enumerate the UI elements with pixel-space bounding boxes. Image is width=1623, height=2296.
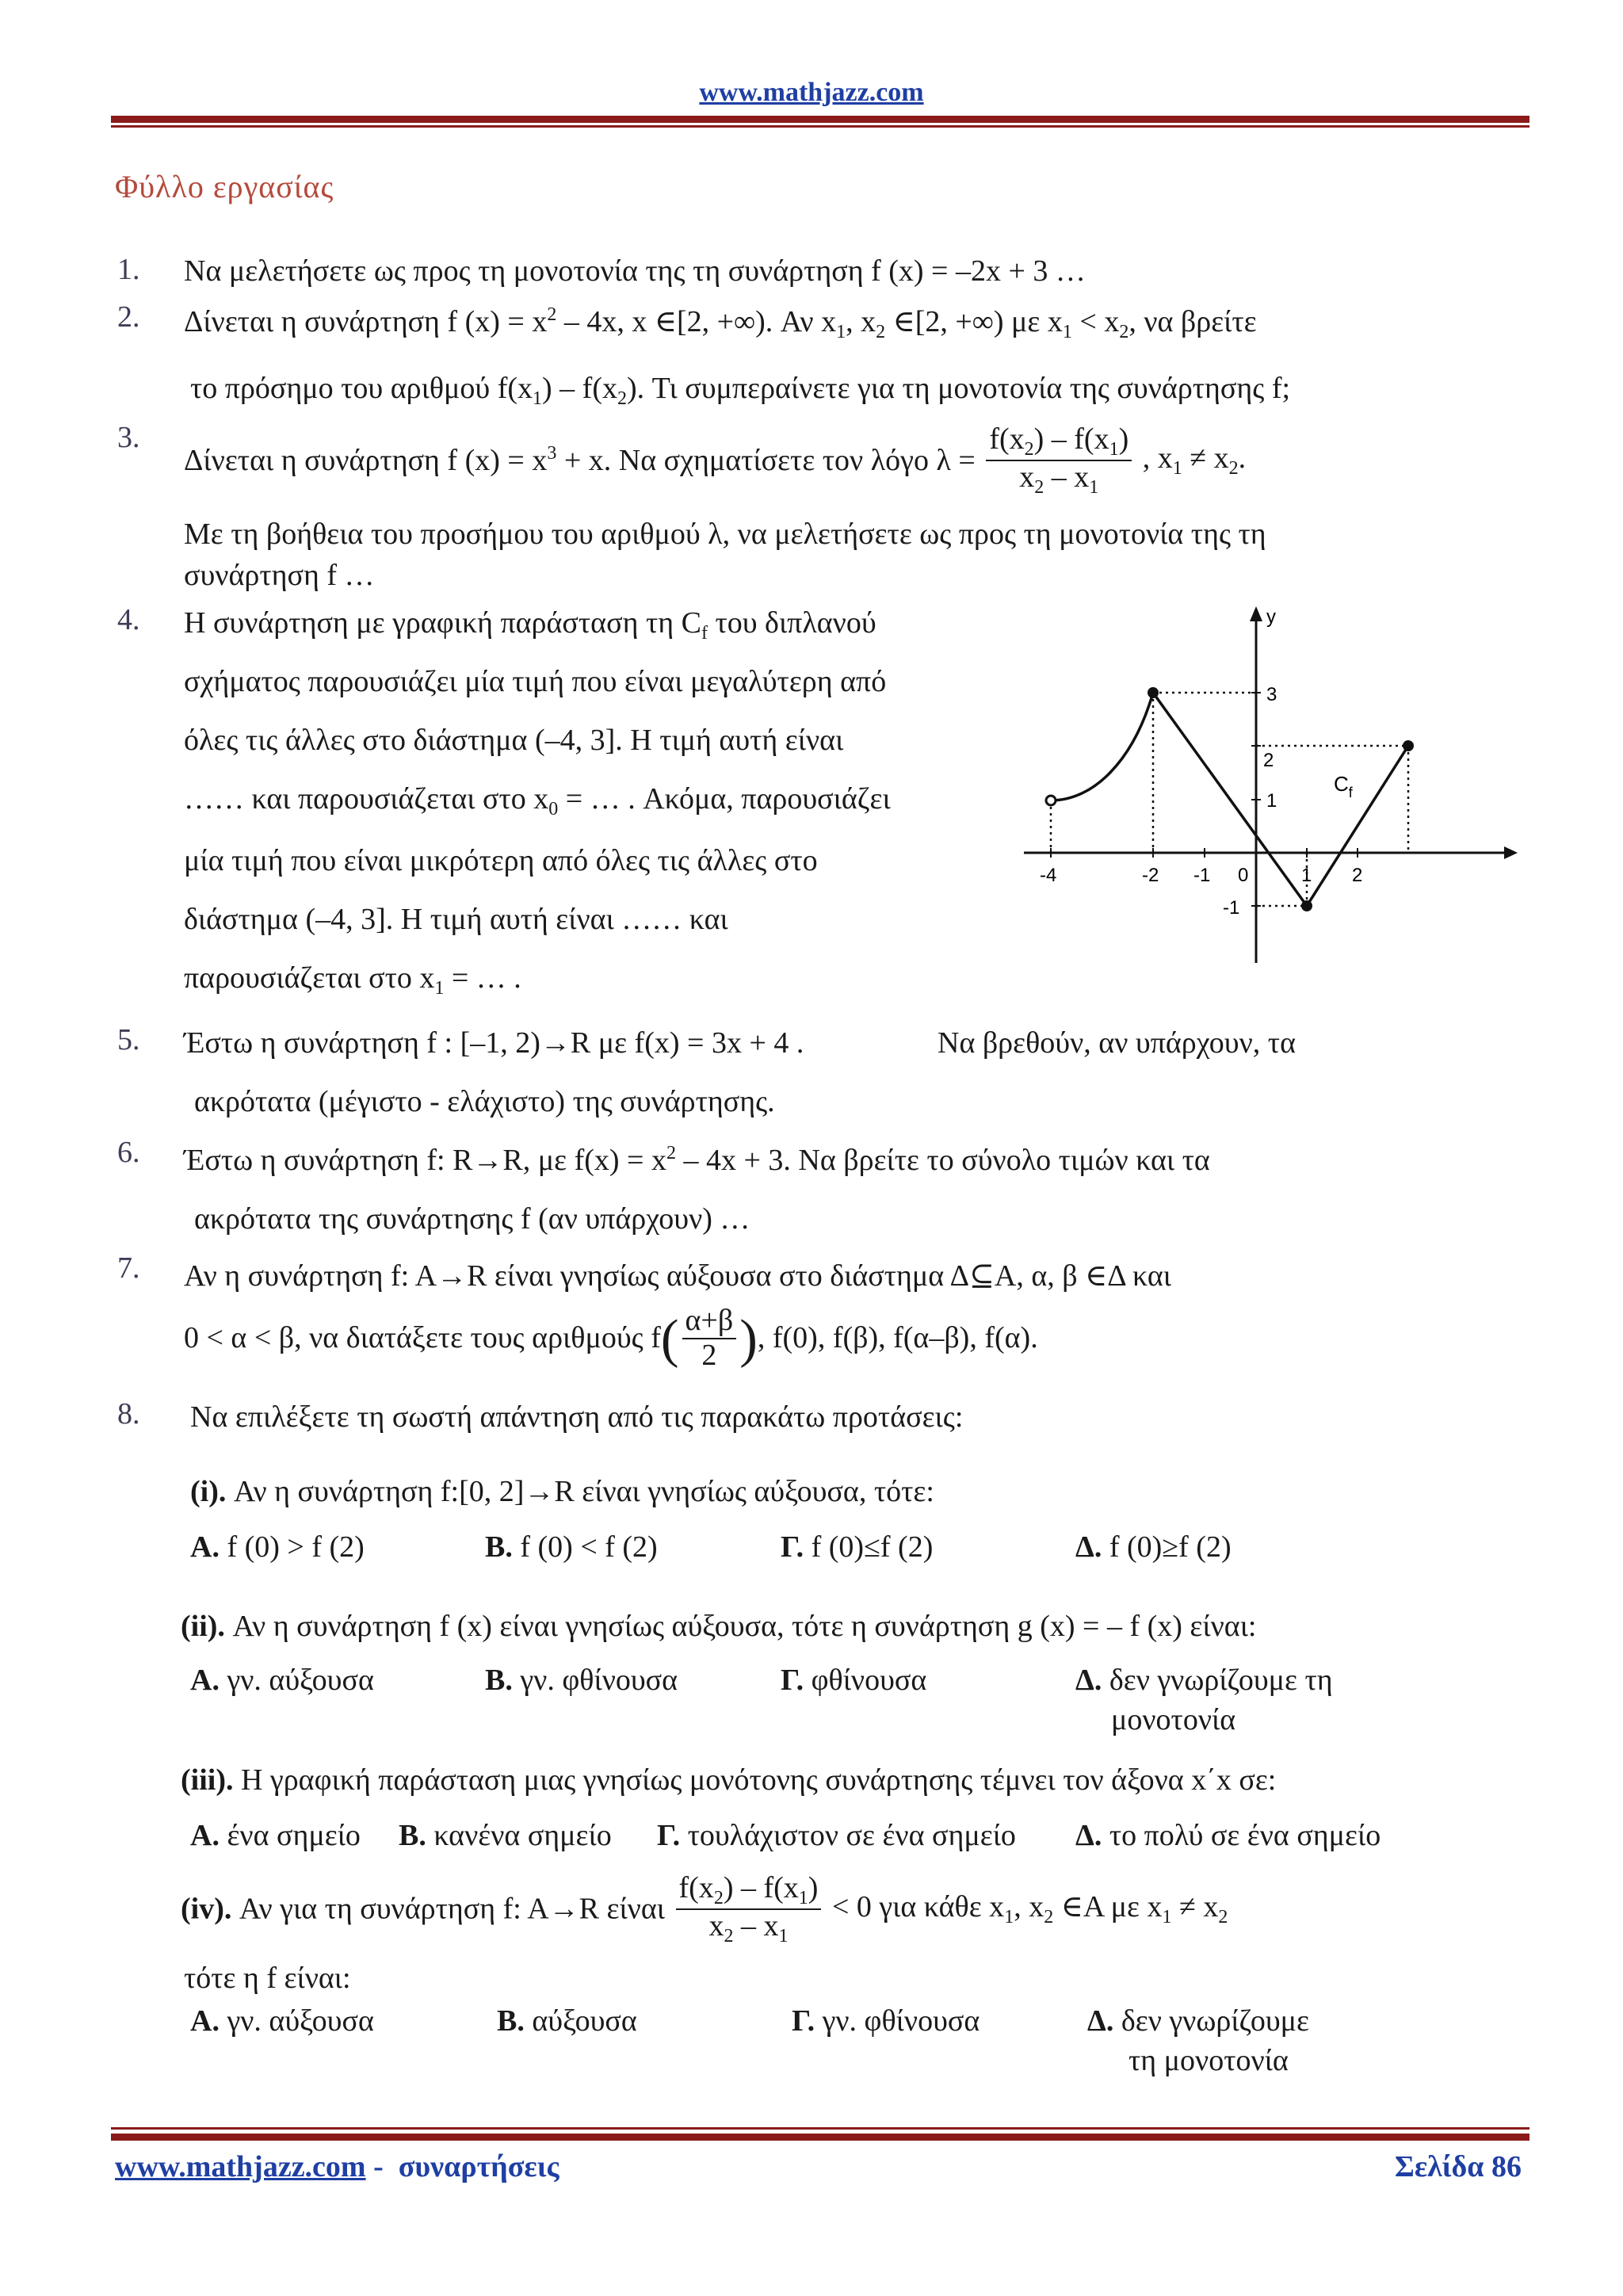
question-iii: (iii). Η γραφική παράσταση μιας γνησίως μονότονης συνάρτησης τέμνει τον άξονα x΄x σε: [181,1763,1277,1797]
page-number: Σελίδα 86 [1395,2150,1522,2183]
x-tick-label: -1 [1193,865,1211,886]
question-iii-option-b[interactable]: Β. κανένα σημείο [399,1819,612,1852]
x-tick-label: 2 [1352,865,1363,886]
x-tick-label: -2 [1142,865,1159,886]
exercise-5-number: 5. [117,1023,140,1056]
min-point [1301,900,1312,911]
y-axis-arrow-icon [1250,606,1262,621]
x-axis-arrow-icon [1504,846,1518,859]
exercise-8-intro: Να επιλέξετε τη σωστή απάντηση από τις παρακάτω προτάσεις: [190,1400,964,1434]
exercise-2-line-1: Δίνεται η συνάρτηση f $(x) = x^2 - 4x$, x ∈[2, +∞). Αν $x_1$, $x_2$ ∈[2, +∞) με $x_1 < x_2$, να βρείτε [184,304,1257,342]
end-point [1403,740,1414,751]
open-endpoint [1046,796,1056,805]
question-iv-fraction: $\frac{f(x_2) - f(x_1)}{x_2 - x_1}$ [676,1872,822,1947]
footer-rule-thin [111,2127,1529,2130]
exercise-4-line-4: …… και παρουσιάζεται στο $x_0$ = … . Ακόμα, παρουσιάζει [184,782,891,819]
question-iv-option-a[interactable]: Α. γν. αύξουσα [190,2004,374,2038]
footer-url-link[interactable]: www.mathjazz.com [115,2150,366,2183]
y-tick-label: 1 [1266,790,1277,812]
question-i-option-a[interactable]: Α. f (0) > f (2) [190,1530,365,1564]
footer-topic: συναρτήσεις [398,2150,559,2183]
exercise-4-line-6: διάστημα (–4, 3]. Η τιμή αυτή είναι …… και [184,903,728,936]
question-ii-option-b[interactable]: Β. γν. φθίνουσα [485,1664,678,1697]
exercise-2-number: 2. [117,300,140,334]
question-ii-option-d[interactable]: Δ. δεν γνωρίζουμε τη [1075,1664,1333,1697]
question-iv-option-b[interactable]: Β. αύξουσα [497,2004,637,2038]
question-iv-option-d-cont: τη μονοτονία [1128,2044,1289,2077]
exercise-7-number: 7. [117,1251,140,1285]
question-iii-option-d[interactable]: Δ. το πολύ σε ένα σημείο [1075,1819,1381,1852]
exercise-2-line-2: το πρόσημο του αριθμού $f(x_1) - f(x_2)$. Τι συμπεραίνετε για τη μονοτονία της συνάρτησης f; [190,372,1291,409]
y-tick-label: 3 [1266,684,1277,705]
exercise-3-number: 3. [117,421,140,454]
exercise-7-fraction: $\frac{\alpha+\beta}{2}$ [682,1305,737,1373]
question-ii: (ii). Αν η συνάρτηση f (x) είναι γνησίως αύξουσα, τότε η συνάρτηση g (x) = – f (x) είναι: [181,1610,1257,1643]
exercise-1-text: Να μελετήσετε ως προς τη μονοτονία της τη συνάρτηση f (x) = –2x + 3 … [184,254,1086,288]
footer-left: www.mathjazz.com - συναρτήσεις [115,2150,559,2183]
exercise-5-line-2: ακρότατα (μέγιστο - ελάχιστο) της συνάρτησης. [194,1085,775,1118]
exercise-7-line-2: 0 < α < β, να διατάξετε τους αριθμούς f( $\frac{\alpha+\beta}{2}$ ), f(0), f(β), f(α–β), f(α). [184,1304,1038,1372]
exercise-4-line-3: όλες τις άλλες στο διάστημα (–4, 3]. Η τιμή αυτή είναι [184,724,844,757]
question-i-option-c[interactable]: Γ. f (0)≤f (2) [781,1530,934,1564]
question-iii-option-a[interactable]: Α. ένα σημείο [190,1819,361,1852]
exercise-4-line-2: σχήματος παρουσιάζει μία τιμή που είναι μεγαλύτερη από [184,665,887,698]
exercise-4-number: 4. [117,603,140,636]
header-rule-thin [111,125,1529,128]
exercise-1-number: 1. [117,253,140,286]
question-iv: (iv). Αν για τη συνάρτηση f: A→R είναι $\frac{f(x_2) - f(x_1)}{x_2 - x_1}$ < 0 για κάθε $x_1$, $x_2$ ∈A με $x_1 \ne x_2$ [181,1871,1228,1947]
page-title: Φύλλο εργασίας [115,169,334,204]
question-iv-option-c[interactable]: Γ. γν. φθίνουσα [792,2004,980,2038]
exercise-6-line-2: ακρότατα της συνάρτησης f (αν υπάρχουν) … [194,1202,750,1236]
exercise-3-line-2: Με τη βοήθεια του προσήμου του αριθμού λ, να μελετήσετε ως προς τη μονοτονία της τη [184,518,1266,551]
y-tick-label: 2 [1263,750,1274,771]
exercise-4-line-7: παρουσιάζεται στο $x_1$ = … . [184,961,521,999]
exercise-3-fraction: $\frac{f(x_2) - f(x_1)}{x_2 - x_1}$ [986,423,1132,499]
footer-rule [111,2134,1529,2141]
exercise-7-line-1: Αν η συνάρτηση f: A→R είναι γνησίως αύξουσα στο διάστημα Δ⊆A, α, β ∈Δ και [184,1259,1171,1293]
exercise-8-number: 8. [117,1397,140,1431]
max-point [1148,687,1159,698]
question-i-option-d[interactable]: Δ. f (0)≥f (2) [1075,1530,1232,1564]
exercise-3-line-3: συνάρτηση f … [184,559,375,592]
question-iv-option-d[interactable]: Δ. δεν γνωρίζουμε [1087,2004,1310,2038]
header-rule [111,116,1529,123]
exercise-5-line-1a: Έστω η συνάρτηση f : [–1, 2)→R με f(x) = 3x + 4 . [184,1026,804,1060]
function-graph [1014,598,1529,971]
y-tick-label: -1 [1223,897,1240,919]
exercise-3-line-1: Δίνεται η συνάρτηση f $(x) = x^3 + x$. Να σχηματίσετε τον λόγο λ = $\frac{f(x_2) - f(x_1)}{x_2 - x_1}$ , $x_1 \ne x_2$. [184,422,1247,499]
question-i-option-b[interactable]: Β. f (0) < f (2) [485,1530,658,1564]
exercise-4-line-1: Η συνάρτηση με γραφική παράσταση τη $C_f$ του διπλανού [184,606,876,644]
exercise-6-number: 6. [117,1136,140,1169]
exercise-5-line-1b: Να βρεθούν, αν υπάρχουν, τα [938,1026,1296,1060]
header-url-link[interactable]: www.mathjazz.com [699,78,924,107]
question-ii-option-c[interactable]: Γ. φθίνουσα [781,1664,927,1697]
curve-label: $C_f$ [1334,772,1353,800]
curve-lines [1153,693,1408,906]
x-tick-label: 1 [1301,865,1312,886]
question-i: (i). Αν η συνάρτηση f:[0, 2]→R είναι γνησίως αύξουσα, τότε: [190,1475,934,1508]
curve-arc [1051,693,1153,800]
question-ii-option-a[interactable]: Α. γν. αύξουσα [190,1664,374,1697]
question-iv-line-2: τότε η f είναι: [184,1962,351,1995]
x-tick-label: 0 [1238,865,1249,886]
question-iii-option-c[interactable]: Γ. τουλάχιστον σε ένα σημείο [657,1819,1016,1852]
x-tick-label: -4 [1040,865,1057,886]
exercise-4-line-5: μία τιμή που είναι μικρότερη από όλες τις άλλες στο [184,844,818,877]
exercise-6-line-1: Έστω η συνάρτηση f: R→R, με $f(x) = x^2 - 4x + 3$. Να βρείτε το σύνολο τιμών και τα [184,1143,1210,1177]
y-axis-label: y [1266,606,1276,628]
question-ii-option-d-cont: μονοτονία [1111,1703,1236,1736]
